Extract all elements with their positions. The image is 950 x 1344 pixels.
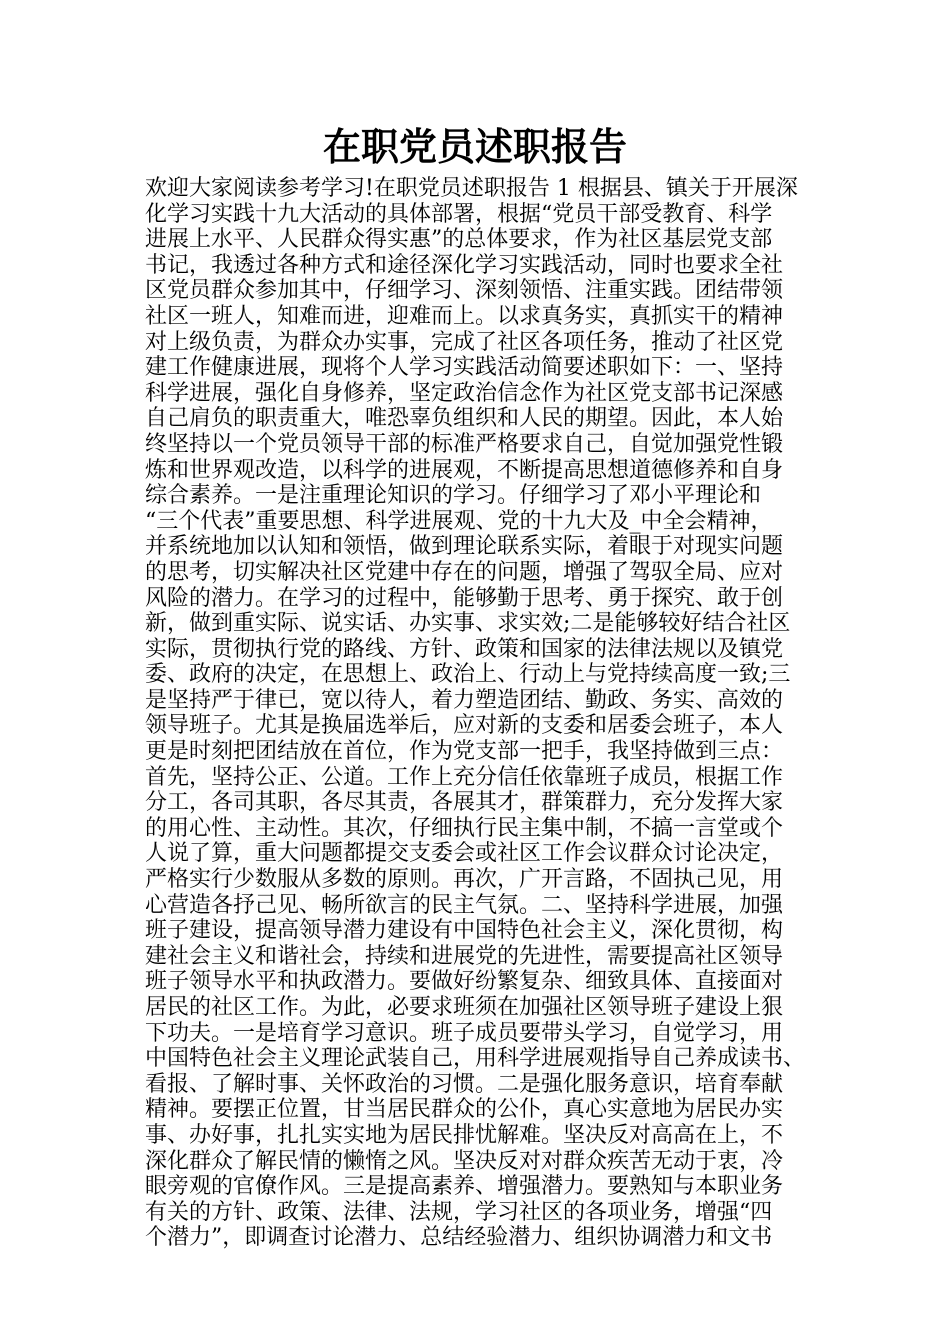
body-line: 新，做到重实际、说实话、办实事、求实效;二是能够较好结合社区 [145,611,791,637]
body-line: 首先，坚持公正、公道。工作上充分信任依靠班子成员，根据工作 [145,764,784,790]
body-line: 居民的社区工作。为此，必要求班须在加强社区领导班子建设上狠 [145,995,784,1020]
body-line: 事、办好事，扎扎实实地为居民排忧解难。坚决反对高高在上，不 [145,1122,784,1148]
body-line: 个潜力”，即调查讨论潜力、总结经验潜力、组织协调潜力和文书 [145,1225,773,1251]
body-line: 的用心性、主动性。其次，仔细执行民主集中制，不搞一言堂或个 [145,815,784,841]
body-line: 欢迎大家阅读参考学习!在职党员述职报告 1 根据县、镇关于开展深 [145,176,798,201]
body-line: 深化群众了解民情的懒惰之风。坚决反对对群众疾苦无动于衷，冷 [145,1148,784,1174]
body-line: 终坚持以一个党员领导干部的标准严格要求自己，自觉加强党性锻 [145,431,784,457]
body-line: “三个代表”重要思想、科学进展观、党的十九大及_中全会精神， [145,508,773,534]
body-line: 是坚持严于律已，宽以待人，着力塑造团结、勤政、务实、高效的 [145,687,784,713]
body-line: 风险的潜力。在学习的过程中，能够勤于思考、勇于探究、敢于创 [145,585,784,611]
body-line: 实际，贯彻执行党的路线、方针、政策和国家的法律法规以及镇党 [145,636,784,662]
body-line: 领导班子。尤其是换届选举后，应对新的支委和居委会班子，本人 [145,713,784,739]
body-line: 班子领导水平和执政潜力。要做好纷繁复杂、细致具体、直接面对 [145,969,784,995]
body-line: 的思考，切实解决社区党建中存在的问题，增强了驾驭全局、应对 [145,559,784,585]
body-line: 有关的方针、政策、法律、法规，学习社区的各项业务，增强“四 [145,1199,773,1225]
body-line: 建工作健康进展，现将个人学习实践活动简要述职如下：一、坚持 [145,355,784,381]
body-line: 严格实行少数服从多数的原则。再次，广开言路，不固执己见，用 [145,867,784,893]
body-line: 中国特色社会主义理论武装自己，用科学进展观指导自己养成读书、 [145,1046,806,1072]
body-line: 下功夫。一是培育学习意识。班子成员要带头学习，自觉学习，用 [145,1020,784,1046]
body-line: 班子建设，提高领导潜力建设有中国特色社会主义，深化贯彻，构 [145,918,784,944]
body-line: 分工，各司其职，各尽其责，各展其才，群策群力，充分发挥大家 [145,790,784,816]
body-line: 书记，我透过各种方式和途径深化学习实践活动，同时也要求全社 [145,252,784,278]
body-line: 建社会主义和谐社会，持续和进展党的先进性，需要提高社区领导 [145,943,784,969]
body-line: 科学进展，强化自身修养，坚定政治信念作为社区党支部书记深感 [145,380,784,406]
body-line: 炼和世界观改造，以科学的进展观，不断提高思想道德修养和自身 [145,457,784,483]
body-line: 对上级负责，为群众办实事，完成了社区各项任务，推动了社区党 [145,329,784,355]
body-line: 精神。要摆正位置，甘当居民群众的公仆，真心实意地为居民办实 [145,1097,784,1123]
body-line: 看报、了解时事、关怀政治的习惯。二是强化服务意识，培育奉献 [145,1071,784,1097]
document-body [145,176,815,1251]
body-line: 人说了算，重大问题都提交支委会或社区工作会议群众讨论决定， [145,841,784,867]
body-line: 自己肩负的职责重大，唯恐辜负组织和人民的期望。因此，本人始 [145,406,784,432]
body-line: 更是时刻把团结放在首位，作为党支部一把手，我坚持做到三点： [145,739,784,765]
page-title: 在职党员述职报告 [322,125,627,169]
body-line: 化学习实践十九大活动的具体部署，根据“党员干部受教育、科学 [145,201,773,227]
body-line: 并系统地加以认知和领悟，做到理论联系实际，着眼于对现实问题 [145,534,784,560]
body-line: 心营造各抒己见、畅所欲言的民主气氛。二、坚持科学进展，加强 [145,892,784,918]
body-line: 社区一班人，知难而进，迎难而上。以求真务实，真抓实干的精神 [145,303,784,329]
body-line: 进展上水平、人民群众得实惠”的总体要求，作为社区基层党支部 [145,227,773,253]
body-line: 区党员群众参加其中，仔细学习、深刻领悟、注重实践。团结带领 [145,278,784,304]
body-line: 眼旁观的官僚作风。三是提高素养、增强潜力。要熟知与本职业务 [145,1174,784,1200]
body-line: 综合素养。一是注重理论知识的学习。仔细学习了邓小平理论和 [145,483,762,509]
body-line: 委、政府的决定，在思想上、政治上、行动上与党持续高度一致;三 [145,662,791,688]
